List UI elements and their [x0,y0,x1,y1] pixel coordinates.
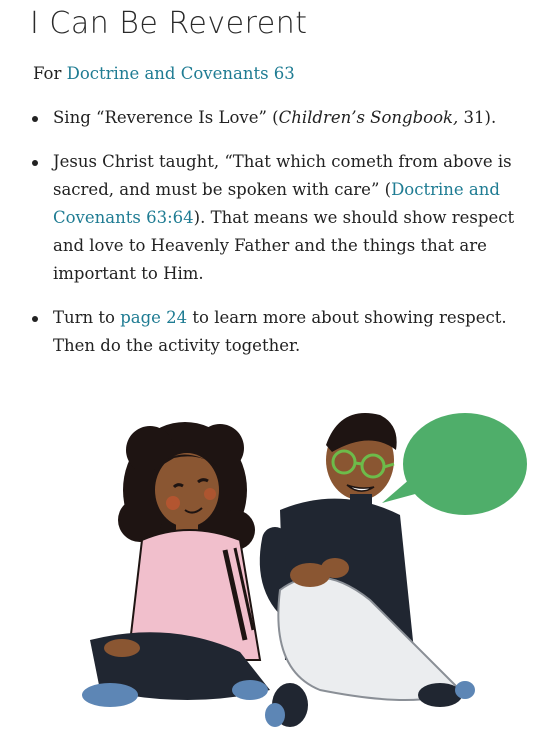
list-item-turn-to-page: Turn to page 24 to learn more about showing respect. Then do the activity together. [31,304,549,360]
for-reference-line [33,64,295,83]
page-title: I Can Be Reverent [30,6,308,41]
children-illustration [70,390,540,740]
list-item-jesus-taught: Jesus Christ taught, “That which cometh from above is sacred, and must be spoken with care” (Doctrine and Covenants 63:64). That means we should show respect and love to Heavenly Father and the things that are important to Him. [31,148,549,288]
doctrine-and-covenants-63-64-link[interactable]: Doctrine and Covenants 63:64 [53,180,500,227]
doctrine-and-covenants-63-link[interactable]: Doctrine and Covenants 63 [66,64,295,83]
speech-bubble [382,413,527,515]
songbook-title: Children’s Songbook, [278,108,459,127]
list-item-sing: Sing “Reverence Is Love” (Children’s Songbook, 31). [31,104,549,132]
for-prefix: For [33,64,67,83]
activity-list [31,104,549,376]
page-24-link[interactable]: page 24 [120,308,188,327]
girl-figure [82,422,270,707]
